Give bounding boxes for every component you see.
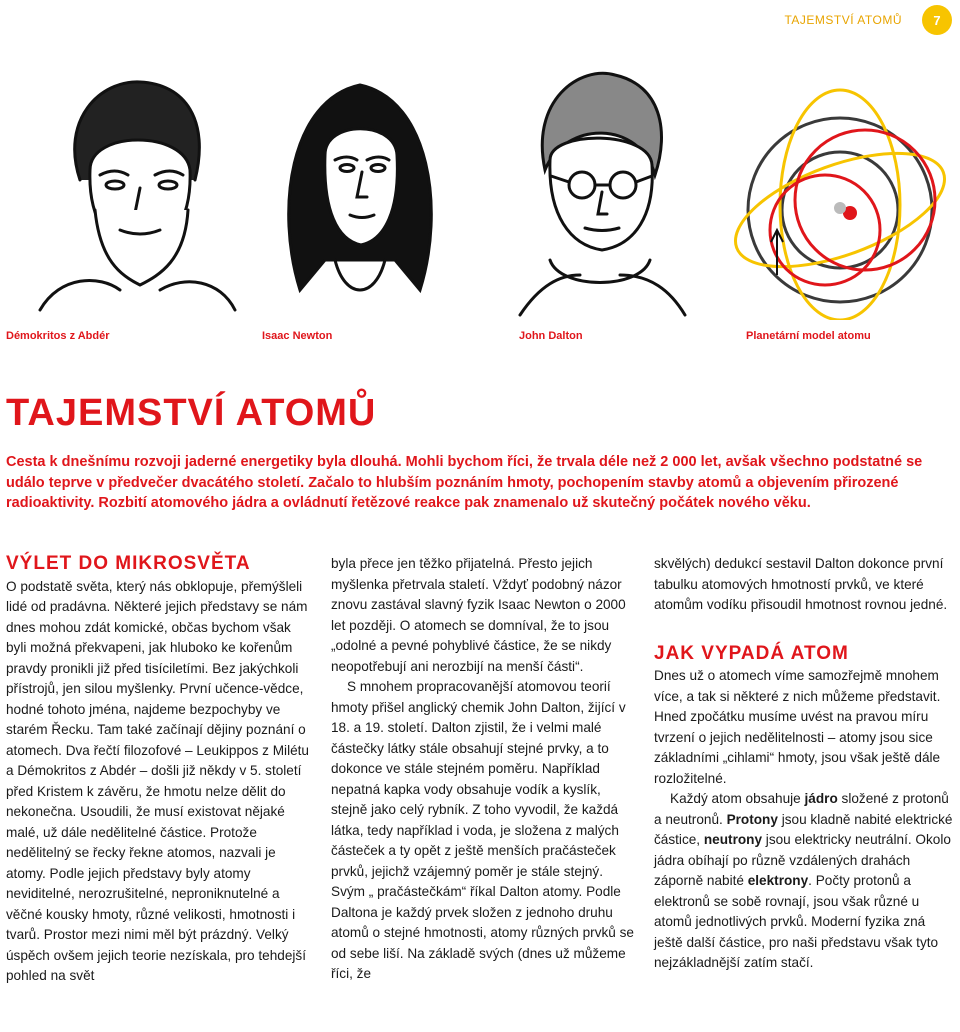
- democritus-portrait: [20, 60, 250, 320]
- electron: [834, 202, 846, 214]
- term-elektrony: elektrony: [747, 873, 809, 888]
- paragraph-col1: O podstatě světa, který nás obklopuje, přemýšleli lidé od pradávna. Některé jejich představy se nám dnes mohou zdát komické, občas bychom však byli možná překvapeni, jak hluboko ke kořenům pravdy pronikli již před tisíciletími. Bez jakýchkoli přístrojů, jen silou myšlenky. První učence-vědce, hodné tohoto jména, najdeme bezpochyby ve starém Řecku. Tam také začínají dějiny poznání o atomech. Dva řečtí filozofové – Leukippos z Milétu a Démokritos z Abdér – došli již někdy v 5. století před Kristem k závěru, že hmotu nelze dělit do nekonečna. Usoudili, že musí existovat nějaké malé, už dále nedělitelné částice. Protože nedělitelný se řecky řekne atomos, nazvali je atomy. Podle jejich představy byly atomy neviditelné, nerozrušitelné, neproniknutelné a věčné kousky hmoty, různé velikosti, hmotnosti i tvarů. Prostor mezi nimi měl být prázdný. Velký úspěch ovšem jejich teorie nezískala, pro tehdejší pohled na svět: [6, 578, 309, 983]
- paragraph-col3-1: skvělých) dedukcí sestavil Dalton dokonce první tabulku atomových hmotností prvků, ve které atomům vodíku přisoudil hmotnost rovnou jedné.: [654, 556, 948, 612]
- text-segment: Každý atom obsahuje: [670, 791, 805, 806]
- page-title: TAJEMSTVÍ ATOMŮ: [6, 392, 377, 434]
- column-3: [654, 554, 954, 974]
- text-segment: jsou kladně nabité elektrické částice,: [654, 811, 953, 847]
- running-header-title: TAJEMSTVÍ ATOMŮ: [784, 13, 902, 27]
- intro-paragraph: Cesta k dnešnímu rozvoji jaderné energetiky byla dlouhá. Mohli bychom říci, že trvala déle než 2 000 let, avšak všechno podstatné se událo teprve v předvečer dvacátého století. Začalo to hlubším poznáním hmoty, pochopením stavby atomů a objevením přirozené radioaktivity. Rozbití atomového jádra a ovládnutí řetězové reakce pak znamenalo už skutečný počátek nového věku.: [6, 454, 923, 511]
- paragraph-col3-3: [654, 789, 954, 974]
- direction-arrow: [771, 230, 783, 275]
- paragraph-col2-1: byla přece jen těžko přijatelná. Přesto jejich myšlenka přetrvala staletí. Vždyť podobný názor znovu zastával slavný fyzik Isaac Newton o 2000 let později. O atomech se domníval, že to jsou „odolné a pevné pohyblivé částice, že se nikdy neopotřebují ani nerozbijí na menší části“.: [331, 556, 626, 674]
- caption-democritus: Démokritos z Abdér: [6, 330, 110, 342]
- paragraph-col3-2: Dnes už o atomech víme samozřejmě mnohem více, a tak si některé z nich můžeme představit. Hned zpočátku musíme uvést na pravou míru tvrzení o jejich nedělitelnosti – atomy jsou sice základními „cihlami“ hmoty, jsou však ještě dále rozložitelné.: [654, 668, 941, 786]
- heading-vylet-do-mikrosveta: VÝLET DO MIKROSVĚTA: [6, 553, 251, 574]
- text-segment: složené z protonů a neutronů.: [654, 791, 949, 827]
- caption-newton: Isaac Newton: [262, 330, 333, 342]
- text-segment: jsou elektricky neutrální. Okolo jádra obíhají po různě vzdálených drahách záporně nabité: [654, 832, 951, 888]
- newton-portrait: [255, 60, 465, 320]
- page-number-badge: 7: [922, 5, 952, 35]
- caption-atom-model: Planetární model atomu: [746, 330, 871, 342]
- term-neutrony: neutrony: [703, 832, 763, 847]
- text-segment: . Počty protonů a elektronů se sobě rovnají, jsou však různé u atomů jednotlivých prvků. Moderní fyzika zná ještě další částice, pro naši představu však tyto nejzákladnější zatím stačí.: [654, 873, 939, 970]
- term-jadro: jádro: [804, 791, 838, 806]
- planetary-atom-model: [725, 80, 955, 320]
- dalton-portrait: [490, 60, 700, 320]
- column-1: [6, 554, 311, 987]
- column-2: [331, 554, 636, 985]
- heading-jak-vypada-atom: JAK VYPADÁ ATOM: [654, 642, 849, 664]
- paragraph-col2-2: S mnohem propracovanější atomovou teorií hmoty přišel anglický chemik John Dalton, žijící v 18. a 19. století. Dalton zjistil, že i velmi malé částečky látky stále obsahují stejné prvky, a to dokonce ve stále stejném poměru. Například nepatná kapka vody obsahuje vodík a kyslík, stejně jako celý rybník. Z toho vyvodil, že každá látka, tedy například i voda, je složena z malých částeček a ty opět z ještě menších pračásteček prvků, jejichž vzájemný poměr je stále stejný. Svým „ pračástečkám“ říkal Dalton atomy. Podle Daltona je každý prvek složen z jednoho druhu atomů o stejné hmotnosti, atomy různých prvků se od sebe liší. Na základě svých (dnes už můžeme říci, že: [331, 679, 634, 981]
- term-protony: Protony: [726, 811, 778, 827]
- caption-dalton: John Dalton: [519, 330, 583, 342]
